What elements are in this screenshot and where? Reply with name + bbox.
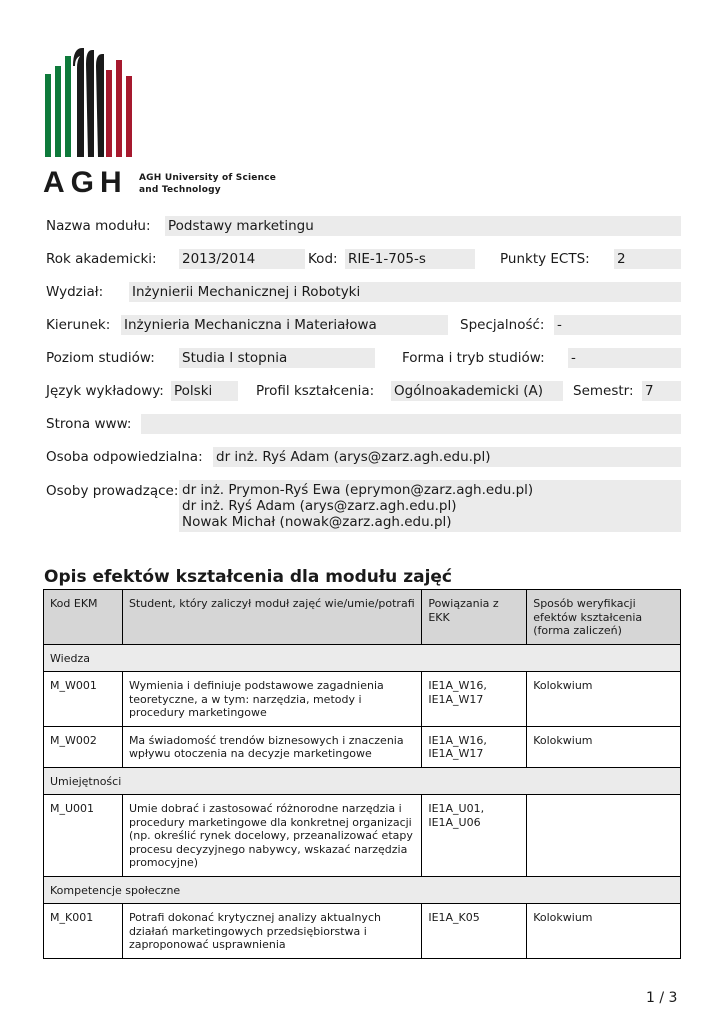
code-value: RIE-1-705-s [345,249,475,269]
lecturer-item: dr inż. Prymon-Ryś Ewa (eprymon@zarz.agh.edu.pl) [182,482,534,498]
cell-ekk: IE1A_K05 [422,904,527,959]
ekm-section-title: Opis efektów kształcenia dla modułu zajęć [44,567,453,587]
cell-description: Potrafi dokonać krytycznej analizy aktualnych działań marketingowych przedsiębiorstwa i zaproponować usprawnienia [122,904,421,959]
study-form-value: - [568,348,681,368]
table-row [44,795,681,877]
faculty-label: Wydział: [46,284,104,300]
logo-caption-line1: AGH University of Science [139,173,277,183]
table-group-row [44,767,681,795]
header-ekk: Powiązania z EKK [422,590,527,645]
responsible-person-value: dr inż. Ryś Adam (arys@zarz.agh.edu.pl) [213,447,681,467]
cell-ekk: IE1A_U01, IE1A_U06 [422,795,527,877]
agh-emblem-icon [42,46,142,196]
cell-ekk: IE1A_W16, IE1A_W17 [422,672,527,727]
cell-code: M_W001 [44,672,123,727]
cell-description: Wymienia i definiuje podstawowe zagadnienia teoretyczne, a w tym: narzędzia, metody i procedury marketingowe [122,672,421,727]
group-label: Wiedza [44,644,681,672]
header-verification: Sposób weryfikacji efektów kształcenia (forma zaliczeń) [527,590,681,645]
cell-code: M_U001 [44,795,123,877]
lecturers-label: Osoby prowadzące: [46,483,179,499]
responsible-person-label: Osoba odpowiedzialna: [46,449,203,465]
header-description: Student, który zaliczył moduł zajęć wie/umie/potrafi [122,590,421,645]
agh-logo [42,46,142,200]
study-level-label: Poziom studiów: [46,350,155,366]
table-row [44,726,681,767]
lecturer-item: dr inż. Ryś Adam (arys@zarz.agh.edu.pl) [182,498,457,514]
semester-label: Semestr: [573,383,634,399]
cell-description: Ma świadomość trendów biznesowych i znaczenia wpływu otoczenia na decyzje marketingowe [122,726,421,767]
study-form-label: Forma i tryb studiów: [402,350,545,366]
cell-code: M_K001 [44,904,123,959]
cell-description: Umie dobrać i zastosować różnorodne narzędzia i procedury marketingowe dla konkretnej organizacji (np. określić rynek docelowy, przeanalizować etapy procesu decyzyjnego nabywcy, wskazać narzędzia promocyjne) [122,795,421,877]
faculty-value: Inżynierii Mechanicznej i Robotyki [129,282,681,302]
page-number: 1 / 3 [646,990,678,1006]
academic-year-value: 2013/2014 [179,249,305,269]
cell-verification [527,795,681,877]
language-label: Język wykładowy: [46,383,164,399]
lecturers-value [179,480,681,532]
specialty-label: Specjalność: [460,317,545,333]
lecturer-item: Nowak Michał (nowak@zarz.agh.edu.pl) [182,514,452,530]
cell-code: M_W002 [44,726,123,767]
ects-value: 2 [614,249,681,269]
table-group-row [44,644,681,672]
field-of-study-label: Kierunek: [46,317,111,333]
group-label: Kompetencje społeczne [44,876,681,904]
ects-label: Punkty ECTS: [500,251,590,267]
specialty-value: - [554,315,681,335]
table-header-row [44,590,681,645]
logo-caption-line2: and Technology [139,185,221,195]
cell-verification: Kolokwium [527,726,681,767]
profile-value: Ogólnoakademicki (A) [391,381,563,401]
field-of-study-value: Inżynieria Mechaniczna i Materiałowa [121,315,448,335]
header-code: Kod EKM [44,590,123,645]
logo-caption [139,172,276,196]
cell-ekk: IE1A_W16, IE1A_W17 [422,726,527,767]
academic-year-label: Rok akademicki: [46,251,157,267]
www-value [141,414,681,434]
table-row [44,672,681,727]
www-label: Strona www: [46,416,132,432]
table-row [44,904,681,959]
cell-verification: Kolokwium [527,672,681,727]
language-value: Polski [171,381,238,401]
profile-label: Profil kształcenia: [256,383,375,399]
ekm-table [43,589,681,959]
module-name-value: Podstawy marketingu [165,216,681,236]
module-name-label: Nazwa modułu: [46,218,151,234]
code-label: Kod: [308,251,338,267]
table-group-row [44,876,681,904]
group-label: Umiejętności [44,767,681,795]
cell-verification: Kolokwium [527,904,681,959]
study-level-value: Studia I stopnia [179,348,375,368]
svg-text:AGH: AGH [43,166,128,196]
semester-value: 7 [642,381,681,401]
